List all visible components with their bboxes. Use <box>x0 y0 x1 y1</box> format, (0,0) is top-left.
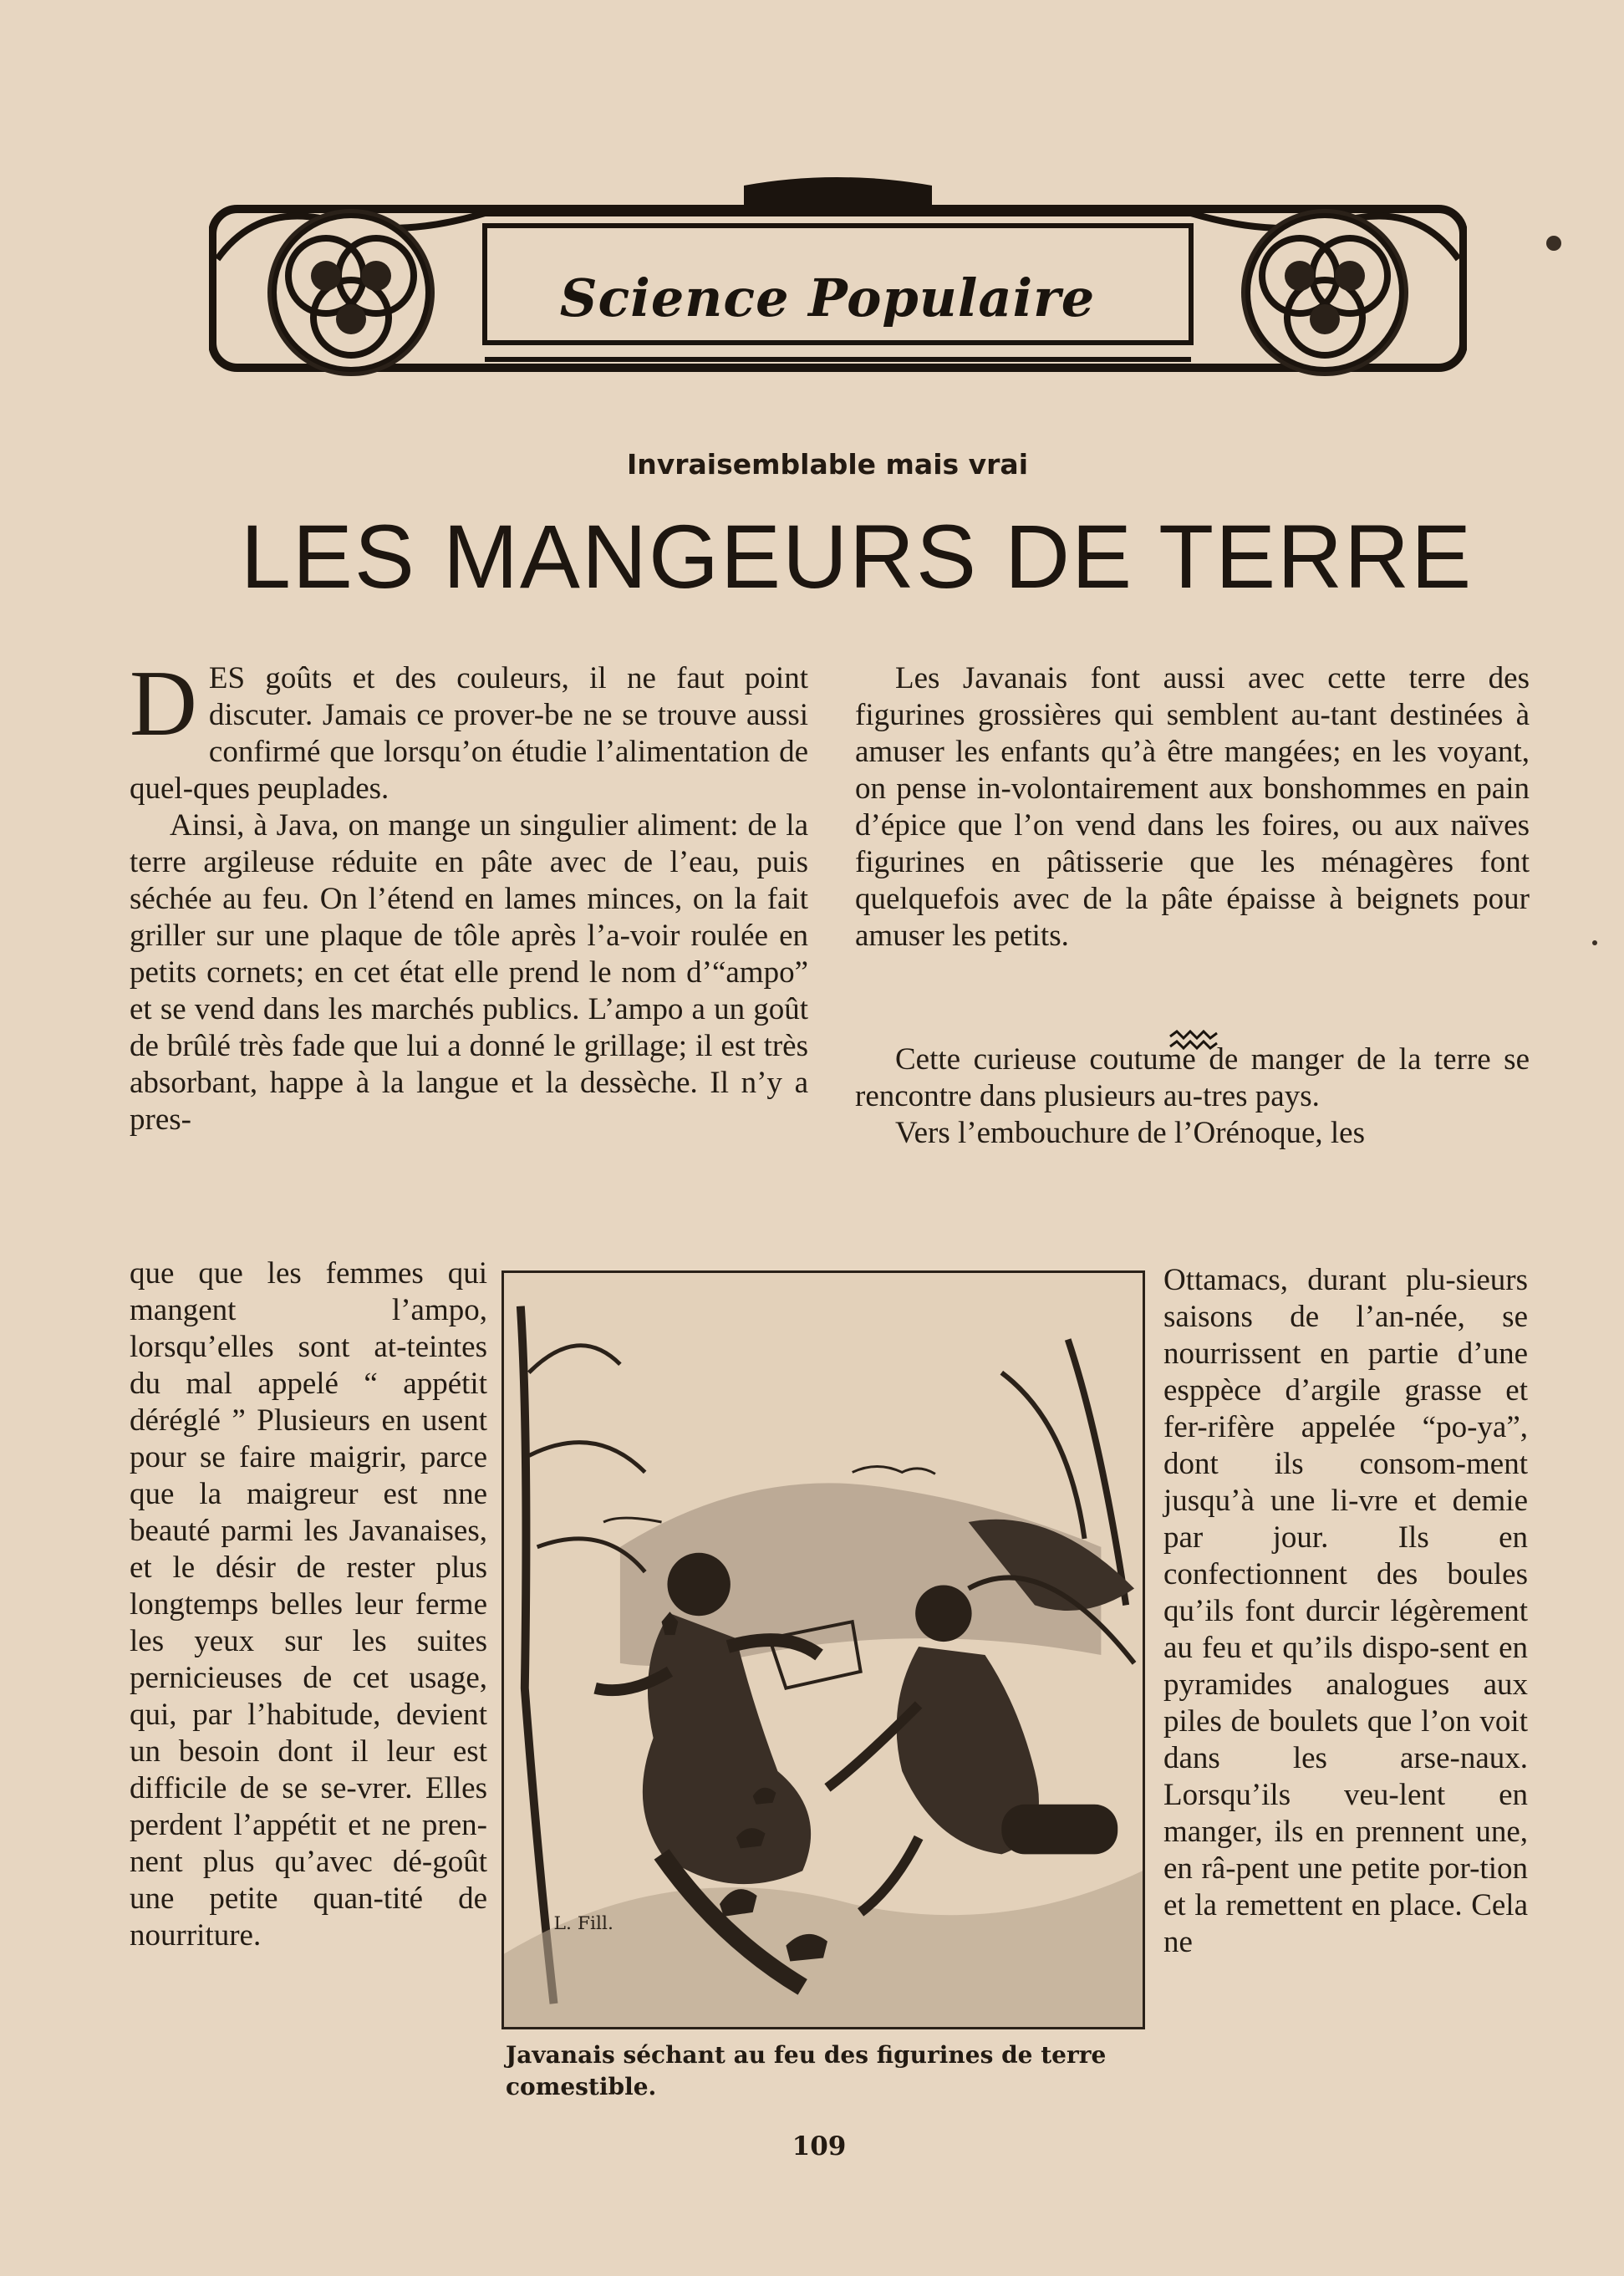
paragraph-2-continued: que que les femmes qui mangent l’ampo, lorsqu’elles sont at-teintes du mal appelé “ appétit déréglé ” Plusieurs en usent pour se faire maigrir, parce que la maigreur est nne beauté parmi les Javanaises, et le désir de rester plus longtemps belles leur ferme les yeux sur les suites pernicieuses de cet usage, qui, par l’habitude, devient un besoin dont il leur est difficile de se se-vrer. Elles perdent l’appétit et ne pren-nent plus qu’avec dé-goût une petite quan-tité de nourriture. <box>130 1256 487 1953</box>
right-roundel-icon <box>1241 209 1408 376</box>
right-column-narrow <box>1163 1262 1528 1961</box>
engraving-illustration <box>504 1273 1143 2027</box>
illustration-caption: Javanais séchant au feu des figurines de terre comestible. <box>506 2041 1107 2100</box>
paragraph-4: Cette curieuse coutume de manger de la terre se rencontre dans plusieurs au-tres pays. <box>855 1042 1530 1113</box>
artist-signature: L. Fill. <box>553 1912 613 1934</box>
article-title: LES MANGEURS DE TERRE <box>240 506 1474 607</box>
left-column-top <box>130 652 808 1138</box>
page-number: 109 <box>792 2131 847 2161</box>
ink-speck <box>1592 940 1597 945</box>
paragraph-2: Ainsi, à Java, on mange un singulier aliment: de la terre argileuse réduite en pâte avec de l’eau, puis séchée au feu. On l’étend en lames minces, on la fait griller sur une plaque de tôle après l’a-voir roulée en petits cornets; en cet état elle prend le nom d’“ampo” et se vend dans les marchés publics. L’ampo a un goût de brûlé très fade que lui a donné le grillage; il est très absorbant, happe à la langue et la dessèche. Il n’y a pres- <box>130 808 808 1137</box>
section-title: Science Populaire <box>559 267 1096 328</box>
paragraph-3: Les Javanais font aussi avec cette terre des figurines grossières qui semblent au-tant destinées à amuser les enfants qu’à être mangées; en les voyant, on pense in-volontairement aux bonshommes en pain d’épice que l’on vend dans les foires, ou aux naïves figurines en pâtisserie que les ménagères font quelquefois avec de la pâte épaisse à beignets pour amuser les petits. <box>855 661 1530 953</box>
paragraph-1 <box>130 652 808 807</box>
ink-speck <box>1546 236 1561 251</box>
illustration <box>501 1270 1145 2029</box>
section-divider-icon <box>1168 1030 1219 1051</box>
paragraph-5-continued: Ottamacs, durant plu-sieurs saisons de l’an-née, se nourrissent en partie d’une esppèce d’argile grasse et fer-rifère appelée “po-ya”, dont ils consom-ment jusqu’à une li-vre et demie par jour. Ils en confectionnent des boules qu’ils font durcir légèrement au feu et qu’ils dispo-sent en pyramides analogues aux piles de boulets que l’on voit dans les arse-naux. Lorsqu’ils veu-lent en manger, ils en prennent une, en râ-pent une petite por-tion et la remettent en place. Cela ne <box>1163 1263 1528 1959</box>
right-column-top <box>855 660 1530 1152</box>
drop-cap: D <box>130 652 197 756</box>
left-roundel-icon <box>267 209 435 376</box>
article-kicker: Invraisemblable mais vrai <box>626 448 1028 481</box>
left-column-bottom <box>130 1255 487 1954</box>
paragraph-5: Vers l’embouchure de l’Orénoque, les <box>895 1116 1365 1150</box>
paragraph-1-text: ES goûts et des couleurs, il ne faut point discuter. Jamais ce prover-be ne se trouve aussi confirmé que lorsqu’on étudie l’alimentation de quel-ques peuplades. <box>130 661 808 806</box>
